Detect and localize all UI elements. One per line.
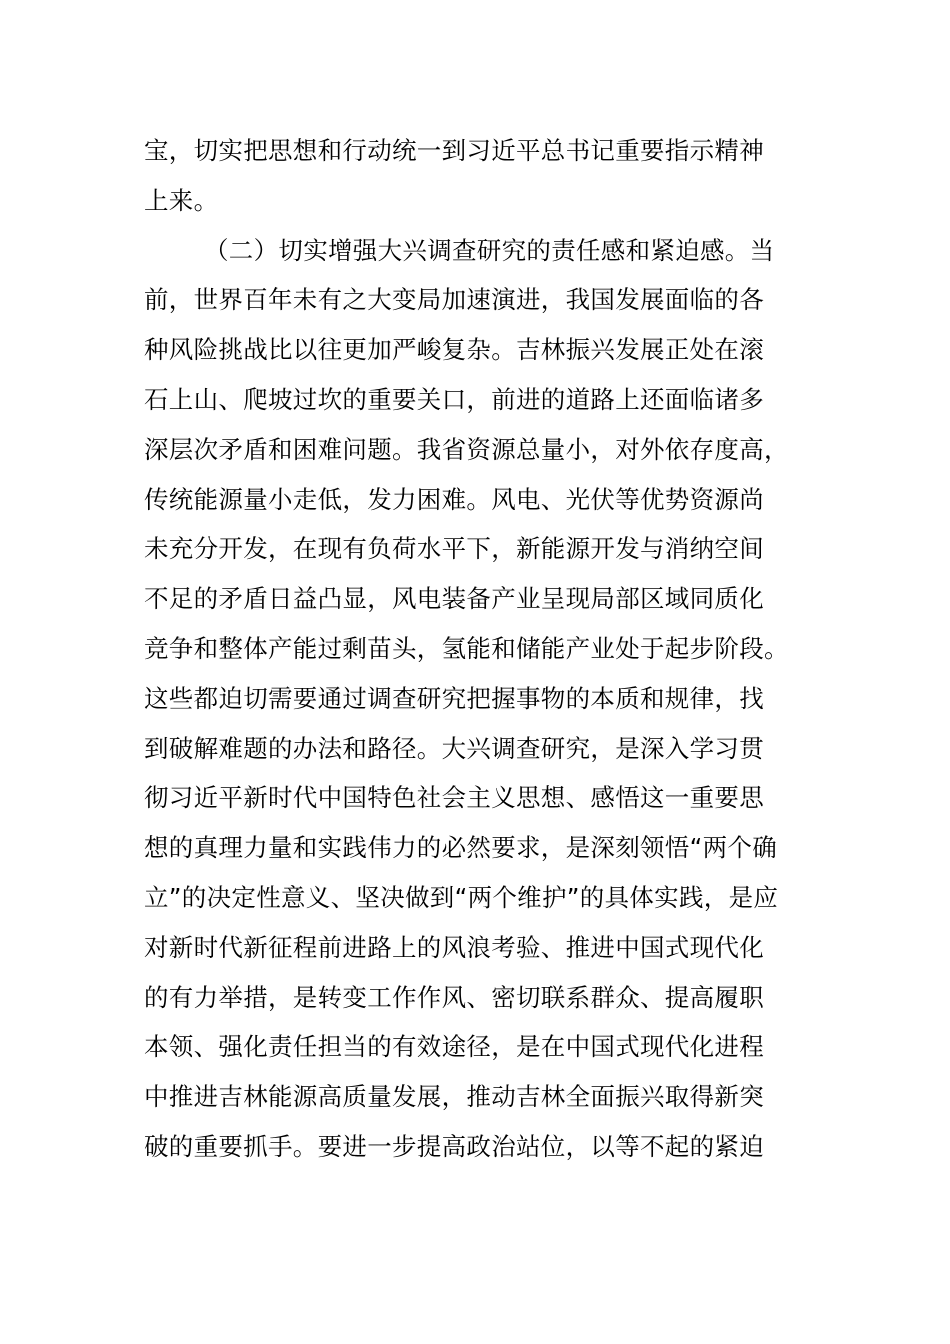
text-line: 宝，切实把思想和行动统一到习近平总书记重要指示精神: [144, 136, 764, 165]
text-line: 中推进吉林能源高质量发展，推动吉林全面振兴取得新突: [144, 1082, 764, 1112]
text-line: 深层次矛盾和困难问题。我省资源总量小，对外依存度高，: [144, 434, 789, 464]
body-text: [144, 126, 814, 1172]
text-line: 想的真理力量和实践伟力的必然要求，是深刻领悟“两个确: [144, 833, 777, 863]
text-line: 竞争和整体产能过剩苗头，氢能和储能产业处于起步阶段。: [144, 633, 789, 663]
text-line: 石上山、爬坡过坎的重要关口，前进的道路上还面临诸多: [144, 384, 764, 414]
text-line: 本领、强化责任担当的有效途径，是在中国式现代化进程: [144, 1032, 764, 1062]
text-line: 种风险挑战比以往更加严峻复杂。吉林振兴发展正处在滚: [144, 335, 764, 365]
text-line: 传统能源量小走低，发力困难。风电、光伏等优势资源尚: [144, 484, 764, 514]
section-heading-line: （二）切实增强大兴调查研究的责任感和紧迫感。当: [204, 235, 775, 265]
text-line: 前，世界百年未有之大变局加速演进，我国发展面临的各: [144, 285, 764, 315]
text-line: 对新时代新征程前进路上的风浪考验、推进中国式现代化: [144, 932, 764, 962]
text-line: 立”的决定性意义、坚决做到“两个维护”的具体实践，是应: [144, 882, 779, 912]
text-line: 不足的矛盾日益凸显，风电装备产业呈现局部区域同质化: [144, 584, 764, 614]
text-line: 破的重要抓手。要进一步提高政治站位，以等不起的紧迫: [144, 1131, 764, 1161]
text-line: 上来。: [144, 185, 219, 215]
text-line: 彻习近平新时代中国特色社会主义思想、感悟这一重要思: [144, 783, 764, 813]
text-line: 到破解难题的办法和路径。大兴调查研究，是深入学习贯: [144, 733, 764, 763]
text-line: 这些都迫切需要通过调查研究把握事物的本质和规律，找: [144, 683, 764, 713]
text-line: 的有力举措，是转变工作作风、密切联系群众、提高履职: [144, 982, 764, 1012]
text-line: 未充分开发，在现有负荷水平下，新能源开发与消纳空间: [144, 534, 764, 564]
